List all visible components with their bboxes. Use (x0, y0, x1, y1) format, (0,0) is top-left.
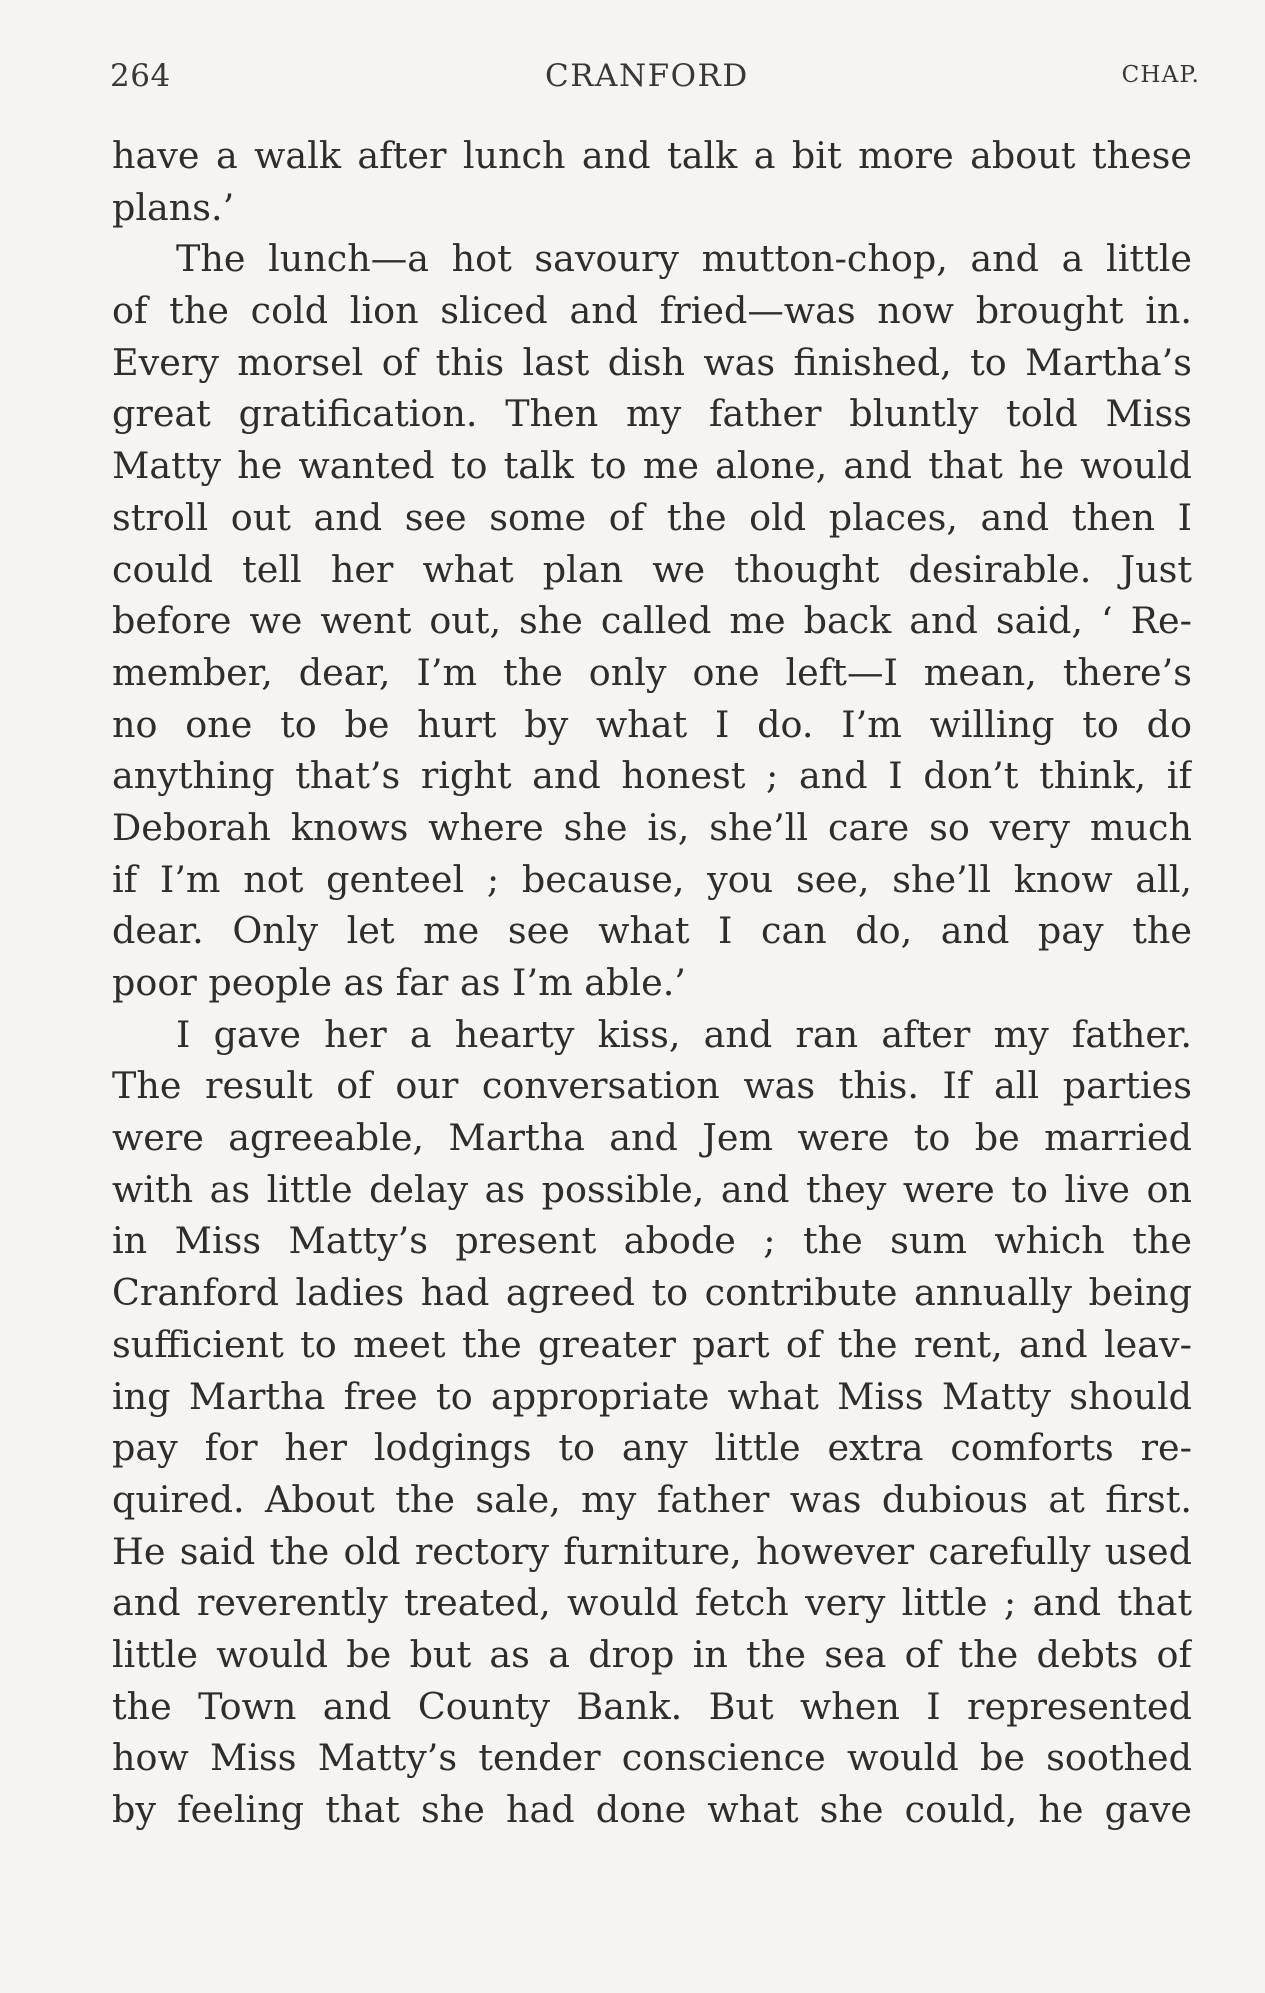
page-number: 264 (110, 58, 171, 94)
text-line: member, dear, I’m the only one left—I mean, there’s (112, 650, 1192, 694)
text-line: quired. About the sale, my father was dubious at first. (112, 1477, 1192, 1521)
body-text (112, 130, 1192, 1836)
text-line: poor people as far as I’m able.’ (112, 961, 686, 1004)
running-title: CRANFORD (545, 58, 749, 94)
text-line: The result of our conversation was this. If all parties (112, 1064, 1192, 1108)
text-line: and reverently treated, would fetch very little ; and that (112, 1581, 1192, 1625)
text-line: great gratification. Then my father bluntly told Miss (112, 392, 1192, 436)
text-line: He said the old rectory furniture, however carefully used (112, 1529, 1192, 1573)
text-line: Matty he wanted to talk to me alone, and that he would (112, 444, 1192, 488)
chapter-label: CHAP. (1121, 62, 1200, 88)
text-line: of the cold lion sliced and fried—was now brought in. (112, 289, 1192, 333)
page-header (110, 58, 1200, 108)
text-line: The lunch—a hot savoury mutton-chop, and a little (176, 237, 1192, 281)
text-line: Deborah knows where she is, she’ll care so very much (112, 805, 1192, 849)
text-line: were agreeable, Martha and Jem were to be married (112, 1116, 1192, 1160)
text-line: no one to be hurt by what I do. I’m willing to do (112, 702, 1192, 746)
text-line: sufficient to meet the greater part of the rent, and leav- (112, 1322, 1192, 1366)
text-line: Cranford ladies had agreed to contribute annually being (112, 1271, 1192, 1315)
text-line: before we went out, she called me back and said, ‘ Re- (112, 599, 1192, 643)
text-line: pay for her lodgings to any little extra comforts re- (112, 1426, 1192, 1470)
text-line: with as little delay as possible, and they were to live on (112, 1167, 1192, 1211)
text-line: little would be but as a drop in the sea of the debts of (112, 1632, 1192, 1676)
text-line: in Miss Matty’s present abode ; the sum which the (112, 1219, 1192, 1263)
text-line: anything that’s right and honest ; and I don’t think, if (112, 754, 1192, 798)
text-line: I gave her a hearty kiss, and ran after my father. (176, 1012, 1192, 1056)
text-line: ing Martha free to appropriate what Miss Matty should (112, 1374, 1192, 1418)
text-line: could tell her what plan we thought desirable. Just (112, 547, 1192, 591)
text-line: plans.’ (112, 185, 235, 229)
text-line: have a walk after lunch and talk a bit more about these (112, 134, 1192, 177)
text-line: how Miss Matty’s tender conscience would be soothed (112, 1736, 1192, 1780)
text-line: dear. Only let me see what I can do, and pay the (112, 909, 1192, 953)
text-line: Every morsel of this last dish was finished, to Martha’s (112, 340, 1192, 384)
text-line: the Town and County Bank. But when I represented (112, 1684, 1192, 1728)
text-line: stroll out and see some of the old places, and then I (112, 495, 1192, 539)
text-line: by feeling that she had done what she could, he gave (112, 1788, 1192, 1831)
text-line: if I’m not genteel ; because, you see, she’ll know all, (112, 857, 1192, 901)
